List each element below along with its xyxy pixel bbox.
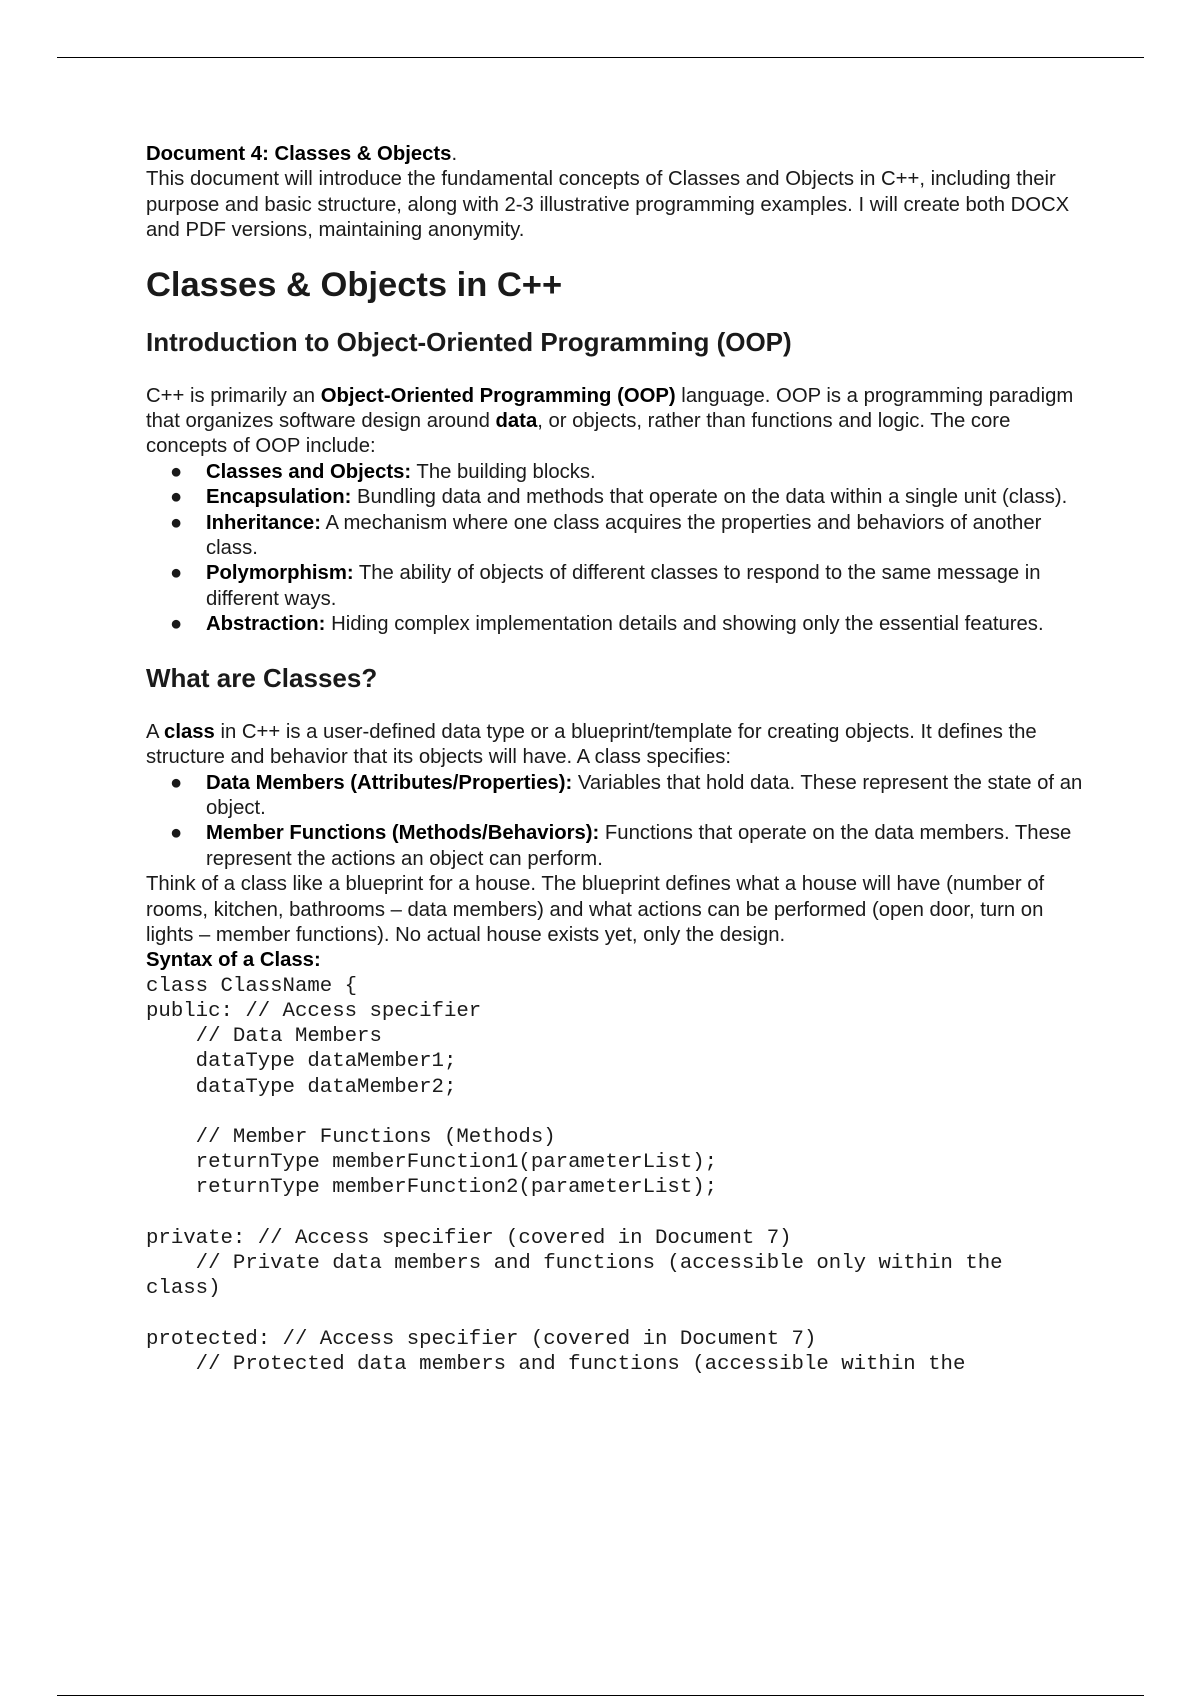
bullet-term: Polymorphism:	[206, 562, 354, 585]
classes-intro-paragraph	[146, 720, 1096, 771]
bullet-term: Classes and Objects:	[206, 460, 412, 483]
list-item	[146, 485, 1096, 510]
list-item	[146, 511, 1096, 562]
bullet-icon: ●	[170, 562, 183, 585]
bullet-text: Variables that hold data. These represent the state of an object.	[206, 771, 1083, 819]
classes-heading: What are Classes?	[146, 662, 378, 693]
bullet-text: The ability of objects of different classes to respond to the same message in different ways.	[206, 562, 1041, 610]
list-item	[146, 771, 1096, 822]
bullet-term: Encapsulation:	[206, 486, 352, 509]
blueprint-analogy: Think of a class like a blueprint for a house. The blueprint defines what a house will have (number of rooms, kitchen, bathrooms – data members) and what actions can be performed (open door, turn on lights – member functions). No actual house exists yet, only the design.	[146, 873, 1045, 946]
bullet-term: Abstraction:	[206, 613, 326, 636]
syntax-label-paragraph	[146, 948, 1096, 973]
oop-concepts-list	[146, 460, 1096, 638]
bullet-text: A mechanism where one class acquires the properties and behaviors of another class.	[206, 511, 1042, 560]
classes-intro-text-1: A	[146, 720, 165, 743]
bullet-term: Inheritance:	[206, 511, 321, 534]
document-label	[146, 142, 1096, 167]
oop-intro-bold-2: data	[495, 410, 538, 433]
bottom-rule	[57, 1695, 1144, 1696]
syntax-label: Syntax of a Class:	[146, 949, 321, 972]
classes-intro-text-2: in C++ is a user-defined data type or a blueprint/template for creating objects. It defines the structure and behavior that its objects will have. A class specifies:	[146, 720, 1037, 769]
document-body	[146, 142, 1096, 1377]
document-label-period: .	[451, 143, 458, 165]
list-item	[146, 561, 1096, 612]
bullet-term: Data Members (Attributes/Properties):	[206, 771, 573, 794]
oop-intro-paragraph	[146, 384, 1096, 460]
list-item	[146, 460, 1096, 485]
bullet-icon: ●	[170, 771, 183, 794]
bullet-icon: ●	[170, 486, 183, 509]
top-rule	[57, 57, 1144, 58]
page-title: Classes & Objects in C++	[146, 265, 563, 304]
bullet-text: Hiding complex implementation details and showing only the essential features.	[325, 613, 1044, 636]
class-syntax-code-block: class ClassName { public: // Access specifier // Data Members dataType dataMember1; dataType dataMember2; // Member Functions (Methods) returnType memberFunction1(parameterList); returnType memberFunction2(parameterList); private: // Access specifier (covered in Document 7) // Private data members and functions (accessible only within the class) protected: // Access specifier (covered in Document 7) // Protected data members and functions (accessible within the	[146, 974, 1003, 1376]
list-item	[146, 612, 1096, 637]
oop-intro-text-2: language. OOP is a programming paradigm that organizes software design around	[146, 384, 1074, 433]
oop-intro-bold-1: Object-Oriented Programming (OOP)	[320, 384, 676, 407]
document-description: This document will introduce the fundamental concepts of Classes and Objects in C++, including their purpose and basic structure, along with 2-3 illustrative programming examples. I will create both DOCX and PDF versions, maintaining anonymity.	[146, 168, 1070, 242]
bullet-icon: ●	[170, 460, 183, 483]
oop-heading: Introduction to Object-Oriented Programming (OOP)	[146, 326, 792, 357]
oop-intro-text-3: , or objects, rather than functions and logic. The core concepts of OOP include:	[146, 410, 1011, 458]
bullet-text: Bundling data and methods that operate on the data within a single unit (class).	[351, 486, 1068, 509]
bullet-text: The building blocks.	[411, 460, 596, 483]
bullet-term: Member Functions (Methods/Behaviors):	[206, 822, 600, 845]
oop-intro-text-1: C++ is primarily an	[146, 384, 321, 407]
bullet-text: Functions that operate on the data members. These represent the actions an object can perform.	[206, 822, 1072, 870]
bullet-icon: ●	[170, 511, 183, 534]
list-item	[146, 821, 1096, 872]
class-specifies-list	[146, 771, 1096, 873]
bullet-icon: ●	[170, 613, 183, 636]
classes-intro-bold: class	[164, 720, 215, 743]
document-label-bold: Document 4: Classes & Objects	[146, 143, 452, 165]
bullet-icon: ●	[170, 822, 183, 845]
